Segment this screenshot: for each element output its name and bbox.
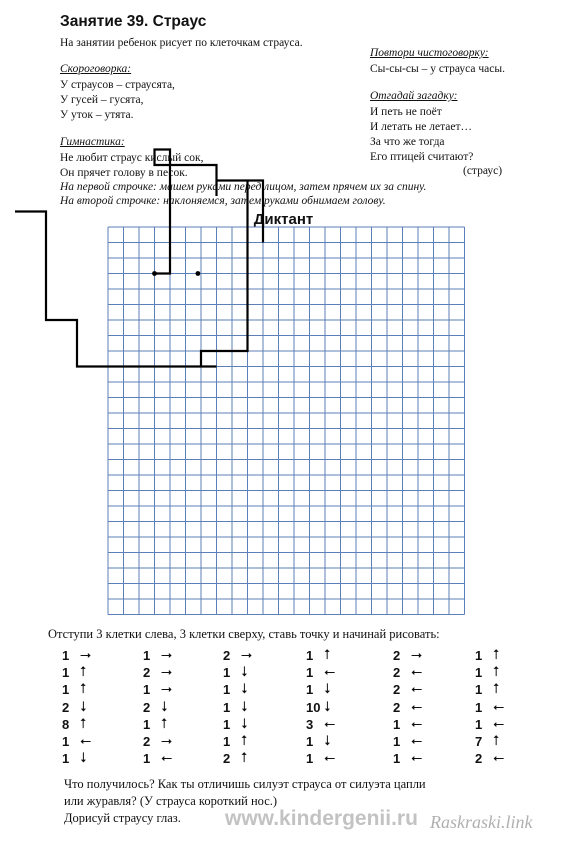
riddle-line: Его птицей считают? [370,151,474,163]
arrow-left-icon: ⭠ [411,664,423,681]
command-count: 1 [62,751,70,767]
arrow-left-icon: ⭠ [493,750,505,767]
gymnastics-heading: Гимнастика: [60,136,125,148]
command-count: 3 [306,716,314,732]
arrow-left-icon: ⭠ [411,698,423,715]
command-item [306,648,376,666]
command-count: 1 [393,734,401,749]
arrow-down-icon: ⭣ [80,698,87,715]
command-item [62,700,132,718]
command-count: 1 [306,665,314,681]
riddle-line: За что же тогда [370,136,445,148]
arrow-down-icon: ⭣ [241,681,248,698]
command-count: 1 [143,716,151,732]
riddle-answer: (страус) [463,165,503,177]
arrow-right-icon: ⭢ [411,647,423,663]
gymnastics-line: Он прячет голову в песок. [60,167,188,179]
arrow-up-icon: ⭡ [80,715,87,732]
command-count: 2 [393,665,401,681]
arrow-left-icon: ⭠ [411,750,423,767]
start-point-dot [152,271,157,276]
command-count: 1 [475,665,483,681]
command-item [223,682,293,700]
command-item [62,665,132,683]
arrow-right-icon: ⭢ [161,647,173,663]
command-count: 1 [143,751,151,767]
dictation-title: Диктант [253,211,314,228]
riddle-line: И летать не летает… [370,121,473,133]
command-item [393,665,463,683]
command-item [306,751,376,769]
command-item [223,734,293,752]
command-item [475,648,545,666]
arrow-down-icon: ⭣ [241,698,248,715]
arrow-left-icon: ⭠ [324,664,336,681]
command-item [143,682,213,700]
command-item [143,717,213,735]
command-item [62,751,132,769]
command-count: 1 [62,665,70,681]
repeat-line: Сы-сы-сы – у страуса часы. [370,63,505,75]
command-item [306,700,376,718]
command-count: 1 [475,648,483,663]
command-count: 2 [475,751,483,767]
command-count: 1 [62,682,70,698]
command-count: 7 [475,734,483,749]
repeat-heading: Повтори чистоговорку: [370,47,489,59]
command-item [306,734,376,752]
intro-text: На занятии ребенок рисует по клеточкам страуса. [60,37,303,49]
command-item [393,682,463,700]
arrow-up-icon: ⭡ [241,733,248,749]
command-item [475,717,545,735]
gymnastics-line: Не любит страус кислый сок, [60,152,204,164]
command-count: 10 [306,699,321,715]
command-item [393,717,463,735]
command-item [143,648,213,666]
arrow-up-icon: ⭡ [324,647,331,663]
arrow-down-icon: ⭣ [324,698,331,715]
arrow-up-icon: ⭡ [241,750,248,767]
page-title: Занятие 39. Страус [60,13,207,30]
arrow-right-icon: ⭢ [161,733,173,749]
command-item [393,751,463,769]
command-count: 1 [306,648,314,663]
command-count: 8 [62,716,70,732]
arrow-down-icon: ⭣ [80,750,87,767]
command-item [475,665,545,683]
arrow-left-icon: ⭠ [411,681,423,698]
command-count: 2 [393,699,401,715]
question-line: Дорисуй страусу глаз. [64,811,181,825]
arrow-down-icon: ⭣ [324,681,331,698]
command-count: 2 [223,648,231,663]
arrow-left-icon: ⭠ [161,750,173,767]
arrow-down-icon: ⭣ [161,698,168,715]
arrow-left-icon: ⭠ [324,715,336,732]
command-item [223,665,293,683]
command-count: 1 [223,734,231,749]
tongue-twister-heading: Скороговорка: [60,63,132,75]
command-item [223,700,293,718]
arrow-left-icon: ⭠ [493,698,505,715]
arrow-left-icon: ⭠ [324,750,336,767]
command-item [223,751,293,769]
riddle-line: И петь не поёт [370,106,442,118]
command-count: 1 [306,751,314,767]
command-item [143,700,213,718]
riddle-heading: Отгадай загадку: [370,90,458,102]
command-count: 1 [223,716,231,732]
command-item [393,734,463,752]
command-count: 2 [62,699,70,715]
command-count: 2 [223,751,231,767]
command-count: 1 [223,682,231,698]
command-count: 2 [143,734,151,749]
dictation-instruction: Отступи 3 клетки слева, 3 клетки сверху, ставь точку и начинай рисовать: [48,627,440,641]
command-count: 1 [475,716,483,732]
command-item [62,717,132,735]
command-item [475,751,545,769]
command-count: 1 [393,716,401,732]
command-item [475,700,545,718]
arrow-up-icon: ⭡ [493,647,500,663]
command-count: 1 [62,734,70,749]
arrow-left-icon: ⭠ [80,733,92,749]
gymnastics-note: На первой строчке: машем руками перед лицом, затем прячем их за спину. [60,181,427,193]
arrow-down-icon: ⭣ [241,715,248,732]
command-item [143,734,213,752]
arrow-up-icon: ⭡ [493,681,500,698]
command-item [62,648,132,666]
arrow-up-icon: ⭡ [493,733,500,749]
command-item [223,648,293,666]
tongue-twister-line: У гусей – гусята, [60,94,144,106]
command-item [306,682,376,700]
command-item [475,682,545,700]
command-count: 1 [143,648,151,663]
arrow-up-icon: ⭡ [493,664,500,681]
tongue-twister-line: У страусов – страусята, [60,79,175,91]
command-count: 1 [306,682,314,698]
tongue-twister-line: У уток – утята. [60,109,134,121]
arrow-down-icon: ⭣ [324,733,331,749]
command-count: 2 [143,665,151,681]
arrow-down-icon: ⭣ [241,664,248,681]
command-count: 1 [223,665,231,681]
arrow-up-icon: ⭡ [161,715,168,732]
command-count: 1 [143,682,151,698]
arrow-up-icon: ⭡ [80,681,87,698]
command-item [475,734,545,752]
command-count: 2 [393,648,401,663]
gymnastics-note: На второй строчке: наклоняемся, затем руками обнимаем голову. [60,195,386,207]
arrow-left-icon: ⭠ [411,715,423,732]
question-line: Что получилось? Как ты отличишь силуэт страуса от силуэта цапли [64,777,426,791]
command-item [306,665,376,683]
arrow-right-icon: ⭢ [241,647,253,663]
command-item [306,717,376,735]
watermark-text: www.kindergenii.ru [225,807,418,830]
command-count: 1 [62,648,70,663]
command-count: 2 [393,682,401,698]
command-item [393,700,463,718]
command-count: 1 [223,699,231,715]
arrow-up-icon: ⭡ [80,664,87,681]
command-item [143,665,213,683]
command-count: 1 [475,682,483,698]
command-item [393,648,463,666]
command-count: 1 [306,734,314,749]
command-item [143,751,213,769]
brand-watermark: Raskraski.link [430,812,533,832]
command-count: 1 [393,751,401,767]
arrow-left-icon: ⭠ [411,733,423,749]
ostrich-eye-dot [196,271,201,276]
grid-lines [108,227,465,615]
arrow-right-icon: ⭢ [161,681,173,698]
command-count: 2 [143,699,151,715]
command-item [62,734,132,752]
arrow-left-icon: ⭠ [493,715,505,732]
command-item [62,682,132,700]
command-item [223,717,293,735]
arrow-right-icon: ⭢ [161,664,173,681]
question-line: или журавля? (У страуса короткий нос.) [64,794,278,808]
command-count: 1 [475,699,483,715]
arrow-right-icon: ⭢ [80,647,92,663]
